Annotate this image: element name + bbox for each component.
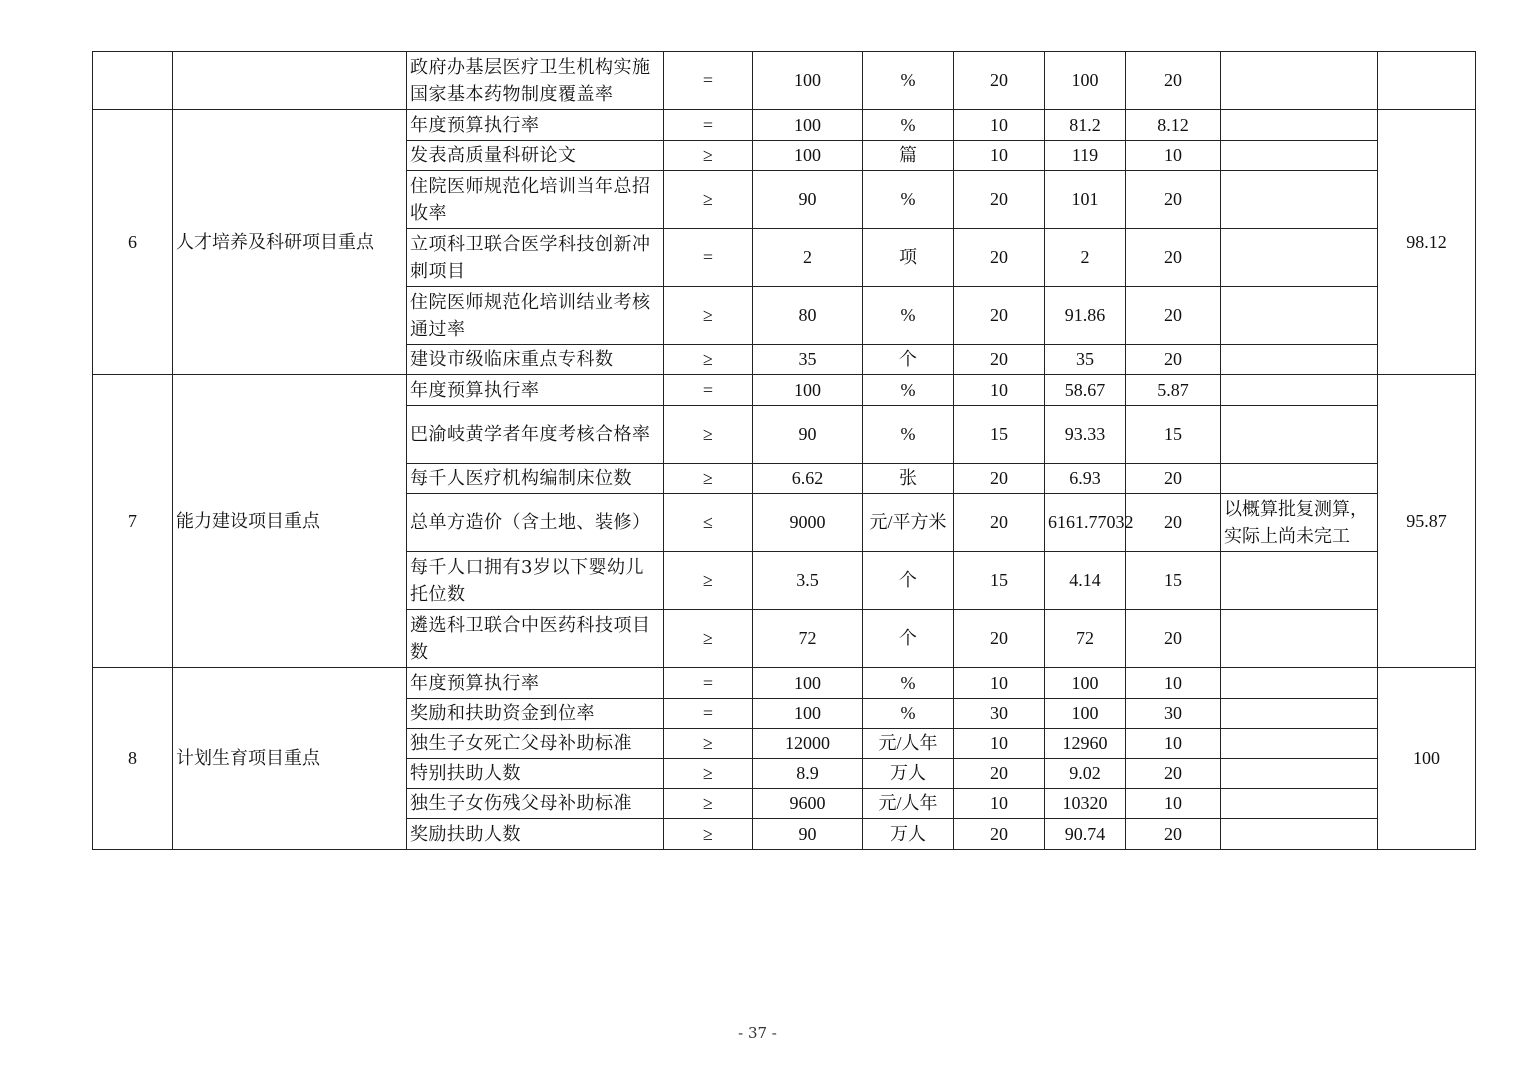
target-value-cell: 12000	[753, 729, 863, 759]
group-number-cell	[93, 52, 173, 110]
operator-cell: ≥	[664, 610, 753, 668]
group-category-cell: 能力建设项目重点	[173, 375, 407, 668]
note-cell	[1221, 171, 1378, 229]
target-value-cell: 100	[753, 699, 863, 729]
actual-value-cell: 35	[1045, 345, 1126, 375]
table-row	[93, 375, 1476, 406]
weight-cell: 20	[954, 171, 1045, 229]
indicator-cell: 年度预算执行率	[407, 110, 664, 141]
actual-value-cell: 12960	[1045, 729, 1126, 759]
table-row	[93, 110, 1476, 141]
target-value-cell: 100	[753, 375, 863, 406]
weight-cell: 10	[954, 729, 1045, 759]
operator-cell: ≥	[664, 171, 753, 229]
operator-cell: =	[664, 668, 753, 699]
indicator-cell: 年度预算执行率	[407, 668, 664, 699]
unit-cell: %	[863, 668, 954, 699]
actual-value-cell: 4.14	[1045, 552, 1126, 610]
actual-value-cell: 90.74	[1045, 819, 1126, 850]
note-cell: 以概算批复测算，实际上尚未完工	[1221, 494, 1378, 552]
score-cell: 15	[1126, 552, 1221, 610]
actual-value-cell: 9.02	[1045, 759, 1126, 789]
target-value-cell: 9600	[753, 789, 863, 819]
operator-cell: ≥	[664, 789, 753, 819]
target-value-cell: 3.5	[753, 552, 863, 610]
unit-cell: 元/平方米	[863, 494, 954, 552]
group-score-cell	[1378, 52, 1476, 110]
indicator-cell: 住院医师规范化培训当年总招收率	[407, 171, 664, 229]
actual-value-cell: 6161.77032	[1045, 494, 1126, 552]
operator-cell: ≥	[664, 287, 753, 345]
unit-cell: 万人	[863, 819, 954, 850]
actual-value-cell: 10320	[1045, 789, 1126, 819]
note-cell	[1221, 699, 1378, 729]
weight-cell: 20	[954, 287, 1045, 345]
note-cell	[1221, 610, 1378, 668]
score-cell: 20	[1126, 171, 1221, 229]
indicator-cell: 建设市级临床重点专科数	[407, 345, 664, 375]
note-cell	[1221, 668, 1378, 699]
score-cell: 20	[1126, 759, 1221, 789]
target-value-cell: 35	[753, 345, 863, 375]
unit-cell: 个	[863, 610, 954, 668]
target-value-cell: 100	[753, 110, 863, 141]
score-cell: 20	[1126, 52, 1221, 110]
note-cell	[1221, 729, 1378, 759]
note-cell	[1221, 819, 1378, 850]
target-value-cell: 100	[753, 141, 863, 171]
indicator-cell: 遴选科卫联合中医药科技项目数	[407, 610, 664, 668]
score-cell: 30	[1126, 699, 1221, 729]
weight-cell: 15	[954, 552, 1045, 610]
actual-value-cell: 6.93	[1045, 464, 1126, 494]
indicator-cell: 每千人医疗机构编制床位数	[407, 464, 664, 494]
operator-cell: ≥	[664, 464, 753, 494]
operator-cell: =	[664, 375, 753, 406]
operator-cell: ≥	[664, 819, 753, 850]
indicator-cell: 奖励扶助人数	[407, 819, 664, 850]
group-score-cell: 98.12	[1378, 110, 1476, 375]
page-number: - 37 -	[738, 1024, 777, 1042]
target-value-cell: 72	[753, 610, 863, 668]
indicator-cell: 每千人口拥有3岁以下婴幼儿托位数	[407, 552, 664, 610]
unit-cell: 元/人年	[863, 729, 954, 759]
unit-cell: %	[863, 375, 954, 406]
target-value-cell: 9000	[753, 494, 863, 552]
target-value-cell: 2	[753, 229, 863, 287]
score-cell: 20	[1126, 464, 1221, 494]
actual-value-cell: 100	[1045, 52, 1126, 110]
score-cell: 20	[1126, 494, 1221, 552]
target-value-cell: 100	[753, 668, 863, 699]
weight-cell: 20	[954, 52, 1045, 110]
actual-value-cell: 100	[1045, 699, 1126, 729]
weight-cell: 10	[954, 668, 1045, 699]
actual-value-cell: 93.33	[1045, 406, 1126, 464]
score-cell: 10	[1126, 141, 1221, 171]
target-value-cell: 90	[753, 171, 863, 229]
note-cell	[1221, 759, 1378, 789]
weight-cell: 10	[954, 789, 1045, 819]
actual-value-cell: 101	[1045, 171, 1126, 229]
operator-cell: =	[664, 229, 753, 287]
target-value-cell: 6.62	[753, 464, 863, 494]
operator-cell: ≥	[664, 759, 753, 789]
score-cell: 20	[1126, 345, 1221, 375]
unit-cell: %	[863, 287, 954, 345]
indicator-cell: 特别扶助人数	[407, 759, 664, 789]
group-number-cell: 7	[93, 375, 173, 668]
weight-cell: 10	[954, 141, 1045, 171]
operator-cell: =	[664, 110, 753, 141]
operator-cell: ≥	[664, 552, 753, 610]
group-number-cell: 8	[93, 668, 173, 850]
unit-cell: 元/人年	[863, 789, 954, 819]
score-cell: 15	[1126, 406, 1221, 464]
weight-cell: 20	[954, 494, 1045, 552]
weight-cell: 10	[954, 110, 1045, 141]
score-cell: 10	[1126, 729, 1221, 759]
note-cell	[1221, 789, 1378, 819]
note-cell	[1221, 345, 1378, 375]
operator-cell: ≥	[664, 141, 753, 171]
target-value-cell: 80	[753, 287, 863, 345]
score-cell: 20	[1126, 229, 1221, 287]
score-cell: 5.87	[1126, 375, 1221, 406]
unit-cell: 个	[863, 552, 954, 610]
group-category-cell	[173, 52, 407, 110]
weight-cell: 20	[954, 229, 1045, 287]
note-cell	[1221, 464, 1378, 494]
group-category-cell: 人才培养及科研项目重点	[173, 110, 407, 375]
note-cell	[1221, 52, 1378, 110]
indicator-cell: 政府办基层医疗卫生机构实施国家基本药物制度覆盖率	[407, 52, 664, 110]
operator-cell: =	[664, 52, 753, 110]
score-cell: 8.12	[1126, 110, 1221, 141]
target-value-cell: 90	[753, 819, 863, 850]
score-cell: 10	[1126, 668, 1221, 699]
group-score-cell: 95.87	[1378, 375, 1476, 668]
note-cell	[1221, 229, 1378, 287]
indicator-cell: 总单方造价（含土地、装修）	[407, 494, 664, 552]
note-cell	[1221, 375, 1378, 406]
target-value-cell: 100	[753, 52, 863, 110]
score-cell: 20	[1126, 610, 1221, 668]
unit-cell: %	[863, 699, 954, 729]
indicator-cell: 住院医师规范化培训结业考核通过率	[407, 287, 664, 345]
weight-cell: 30	[954, 699, 1045, 729]
note-cell	[1221, 406, 1378, 464]
score-cell: 20	[1126, 287, 1221, 345]
score-cell: 20	[1126, 819, 1221, 850]
indicator-cell: 巴渝岐黄学者年度考核合格率	[407, 406, 664, 464]
unit-cell: 万人	[863, 759, 954, 789]
unit-cell: %	[863, 110, 954, 141]
unit-cell: %	[863, 406, 954, 464]
table-row	[93, 668, 1476, 699]
unit-cell: 张	[863, 464, 954, 494]
score-cell: 10	[1126, 789, 1221, 819]
target-value-cell: 90	[753, 406, 863, 464]
indicator-cell: 奖励和扶助资金到位率	[407, 699, 664, 729]
actual-value-cell: 119	[1045, 141, 1126, 171]
note-cell	[1221, 110, 1378, 141]
weight-cell: 10	[954, 375, 1045, 406]
unit-cell: %	[863, 171, 954, 229]
actual-value-cell: 2	[1045, 229, 1126, 287]
weight-cell: 20	[954, 345, 1045, 375]
indicator-cell: 发表高质量科研论文	[407, 141, 664, 171]
actual-value-cell: 100	[1045, 668, 1126, 699]
weight-cell: 20	[954, 819, 1045, 850]
group-number-cell: 6	[93, 110, 173, 375]
performance-table	[92, 51, 1476, 850]
weight-cell: 20	[954, 610, 1045, 668]
group-category-cell: 计划生育项目重点	[173, 668, 407, 850]
unit-cell: 项	[863, 229, 954, 287]
actual-value-cell: 81.2	[1045, 110, 1126, 141]
note-cell	[1221, 287, 1378, 345]
indicator-cell: 年度预算执行率	[407, 375, 664, 406]
weight-cell: 20	[954, 759, 1045, 789]
note-cell	[1221, 141, 1378, 171]
operator-cell: ≥	[664, 729, 753, 759]
actual-value-cell: 91.86	[1045, 287, 1126, 345]
unit-cell: 篇	[863, 141, 954, 171]
actual-value-cell: 58.67	[1045, 375, 1126, 406]
indicator-cell: 立项科卫联合医学科技创新冲刺项目	[407, 229, 664, 287]
actual-value-cell: 72	[1045, 610, 1126, 668]
operator-cell: =	[664, 699, 753, 729]
operator-cell: ≥	[664, 345, 753, 375]
weight-cell: 15	[954, 406, 1045, 464]
group-score-cell: 100	[1378, 668, 1476, 850]
unit-cell: 个	[863, 345, 954, 375]
operator-cell: ≤	[664, 494, 753, 552]
table-row	[93, 52, 1476, 110]
unit-cell: %	[863, 52, 954, 110]
target-value-cell: 8.9	[753, 759, 863, 789]
operator-cell: ≥	[664, 406, 753, 464]
note-cell	[1221, 552, 1378, 610]
indicator-cell: 独生子女死亡父母补助标准	[407, 729, 664, 759]
indicator-cell: 独生子女伤残父母补助标准	[407, 789, 664, 819]
weight-cell: 20	[954, 464, 1045, 494]
